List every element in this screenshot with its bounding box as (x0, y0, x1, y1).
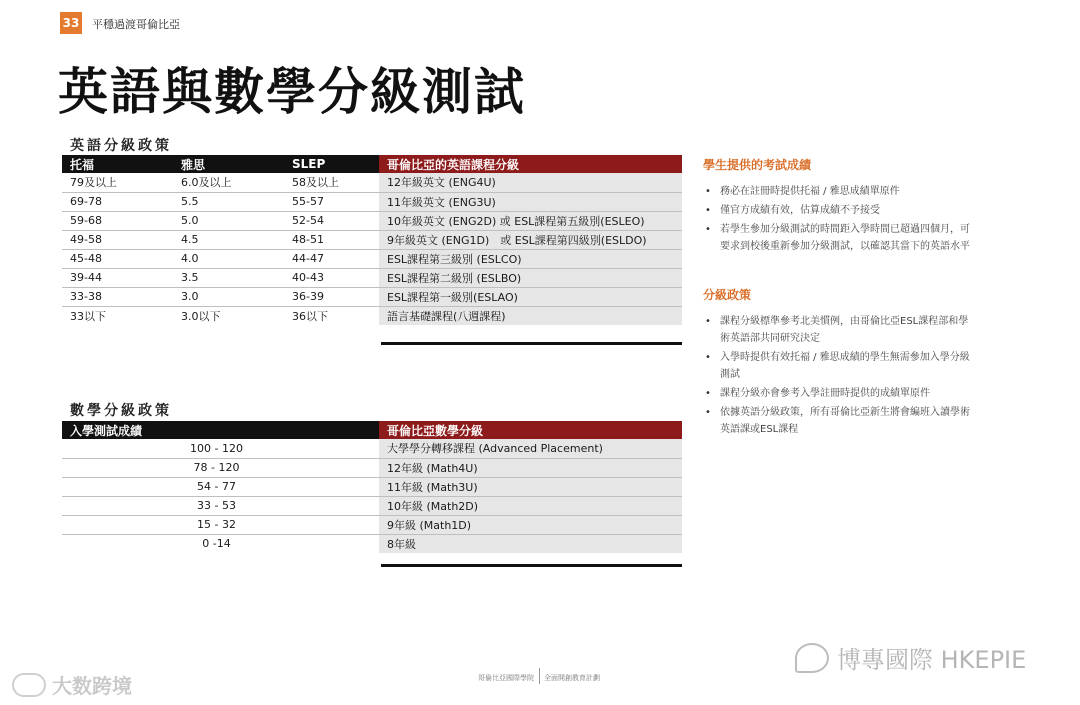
list-item: • 入學時提供有效托福 / 雅思成績的學生無需參加入學分級測試 (703, 349, 978, 383)
list-item: • 僅官方成績有效，估算成績不予接受 (703, 202, 978, 219)
toefl-cell: 49-58 (62, 230, 173, 249)
math-table-row (62, 534, 682, 553)
toefl-cell: 39-44 (62, 268, 173, 287)
ielts-cell: 4.0 (173, 249, 284, 268)
math-placement-table (62, 421, 682, 553)
footer-right: 全面開創教育計劃 (544, 674, 600, 682)
list-item: • 課程分級亦會參考入學註冊時提供的成績單原件 (703, 385, 978, 402)
english-course-cell: 12年級英文 (ENG4U) (379, 173, 682, 192)
math-course-cell: 大學學分轉移課程 (Advanced Placement) (379, 439, 682, 458)
math-table-row (62, 515, 682, 534)
ielts-cell: 5.5 (173, 192, 284, 211)
math-table-row (62, 477, 682, 496)
watermark (12, 670, 132, 699)
ielts-cell: 6.0及以上 (173, 173, 284, 192)
entrance-score-cell: 33 - 53 (62, 496, 379, 515)
english-course-cell: ESL課程第二級別 (ESLBO) (379, 268, 682, 287)
english-table-row (62, 230, 682, 249)
list-item: • 若學生參加分級測試的時間距入學時間已超過四個月，可要求到校後重新參加分級測試，以確認其當下的英語水平 (703, 221, 978, 255)
entrance-score-cell: 15 - 32 (62, 515, 379, 534)
page-title: 英語與數學分級測試 (58, 63, 526, 121)
footer-divider (539, 668, 540, 684)
entrance-score-cell: 100 - 120 (62, 439, 379, 458)
math-course-cell: 10年級 (Math2D) (379, 496, 682, 515)
watermark-text: 大数跨境 (52, 674, 132, 698)
slep-cell: 48-51 (284, 230, 379, 249)
english-table-row (62, 268, 682, 287)
english-course-cell: ESL課程第一級別(ESLAO) (379, 287, 682, 306)
math-course-cell: 9年級 (Math1D) (379, 515, 682, 534)
math-table-row (62, 439, 682, 458)
wechat-icon (795, 643, 829, 673)
scores-list (703, 183, 978, 255)
scores-panel (703, 156, 978, 257)
english-section-title: 英語分級政策 (70, 138, 172, 154)
toefl-cell: 59-68 (62, 211, 173, 230)
list-item: • 課程分級標準參考北美慣例，由哥倫比亞ESL課程部和學術英語部共同研究決定 (703, 313, 978, 347)
toefl-cell: 45-48 (62, 249, 173, 268)
slep-cell: 36-39 (284, 287, 379, 306)
toefl-cell: 79及以上 (62, 173, 173, 192)
policy-heading: 分級政策 (703, 288, 752, 302)
english-table-row (62, 249, 682, 268)
english-course-cell: ESL課程第三級別 (ESLCO) (379, 249, 682, 268)
policy-list (703, 313, 978, 438)
ielts-cell: 3.0以下 (181, 309, 221, 323)
scores-heading: 學生提供的考試成績 (703, 158, 812, 172)
english-table-row (62, 192, 682, 211)
english-table-header (62, 155, 682, 173)
col-english-course: 哥倫比亞的英語課程分級 (379, 155, 682, 173)
english-table-row (62, 287, 682, 306)
slep-cell: 55-57 (284, 192, 379, 211)
english-course-cell: 11年級英文 (ENG3U) (379, 192, 682, 211)
toefl-cell: 33以下 (70, 309, 106, 323)
math-section-title: 數學分級政策 (70, 403, 172, 419)
math-table-row (62, 458, 682, 477)
english-table-row (62, 211, 682, 230)
english-table-row (62, 173, 682, 192)
english-table-row (62, 306, 682, 325)
ielts-cell: 5.0 (173, 211, 284, 230)
slep-cell: 44-47 (284, 249, 379, 268)
english-table-end-rule (381, 342, 682, 345)
math-course-cell: 12年級 (Math4U) (379, 458, 682, 477)
slep-cell: 58及以上 (284, 173, 379, 192)
entrance-score-cell: 0 -14 (202, 537, 231, 551)
math-table-end-rule (381, 564, 682, 567)
math-table-row (62, 496, 682, 515)
math-course-cell: 11年級 (Math3U) (379, 477, 682, 496)
entrance-score-cell: 78 - 120 (62, 458, 379, 477)
entrance-score-cell: 54 - 77 (62, 477, 379, 496)
running-header: 平穩過渡哥倫比亞 (92, 18, 180, 31)
list-item: • 務必在註冊時提供托福 / 雅思成績單原件 (703, 183, 978, 200)
slep-cell: 36以下 (292, 309, 328, 323)
policy-panel (703, 286, 978, 440)
english-course-cell: 語言基礎課程(八週課程) (379, 306, 682, 325)
slep-cell: 52-54 (284, 211, 379, 230)
math-course-cell: 8年級 (379, 534, 682, 553)
ielts-cell: 3.5 (173, 268, 284, 287)
footer-left: 哥倫比亞國際學院 (478, 674, 534, 682)
ielts-cell: 3.0 (173, 287, 284, 306)
toefl-cell: 33-38 (62, 287, 173, 306)
brand-name: 博專國際 HKEPIE (837, 646, 1027, 674)
col-slep: SLEP (284, 155, 379, 173)
col-entrance-score: 入學測試成績 (62, 421, 379, 439)
english-placement-table (62, 155, 682, 325)
col-toefl: 托福 (62, 155, 173, 173)
toefl-cell: 69-78 (62, 192, 173, 211)
col-ielts: 雅思 (173, 155, 284, 173)
col-math-course: 哥倫比亞數學分級 (379, 421, 682, 439)
math-table-header (62, 421, 682, 439)
watermark-icon (12, 673, 46, 697)
list-item: • 依據英語分級政策，所有哥倫比亞新生將會編班入讀學術英語課或ESL課程 (703, 404, 978, 438)
english-course-cell: 10年級英文 (ENG2D) 或 ESL課程第五級別(ESLEO) (379, 211, 682, 230)
page-number: 33 (60, 12, 82, 34)
slep-cell: 40-43 (284, 268, 379, 287)
english-course-cell: 9年級英文 (ENG1D) 或 ESL課程第四級別(ESLDO) (379, 230, 682, 249)
ielts-cell: 4.5 (173, 230, 284, 249)
brand-logo (795, 640, 1026, 675)
